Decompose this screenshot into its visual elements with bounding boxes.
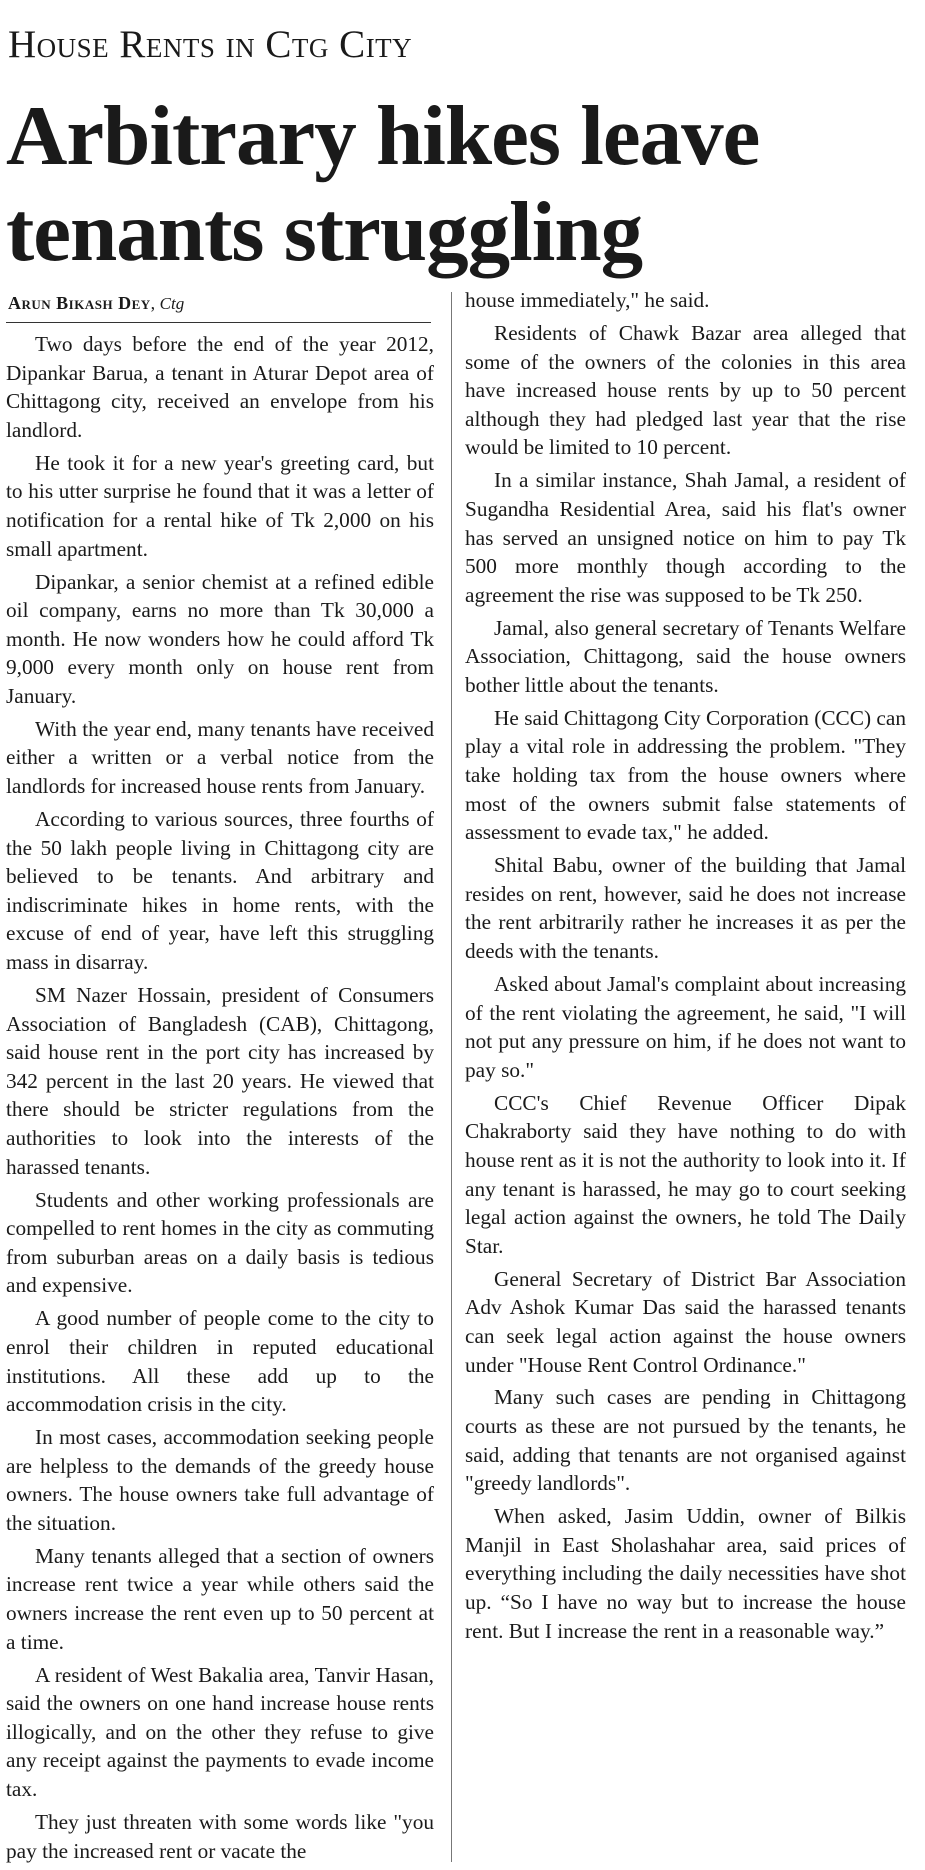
paragraph: In a similar instance, Shah Jamal, a resident of Sugandha Residential Area, said his flat's owner has served an unsigned notice on him to pay Tk 500 more monthly though according to the agreement the rise was supposed to be Tk 250.	[465, 468, 906, 607]
paragraph: In most cases, accommodation seeking people are helpless to the demands of the greedy house owners. The house owners take full advantage of the situation.	[6, 1425, 434, 1535]
paragraph: Many such cases are pending in Chittagong courts as these are not pursued by the tenants, he said, adding that tenants are not organised against "greedy landlords".	[465, 1385, 906, 1496]
byline-location: Ctg	[159, 294, 185, 313]
article-column-left	[6, 330, 434, 1870]
byline	[8, 291, 428, 316]
paragraph: Jamal, also general secretary of Tenants Welfare Association, Chittagong, said the house owners bother little about the tenants.	[465, 615, 906, 697]
column-divider	[451, 292, 452, 1862]
headline: Arbitrary hikes leave tenants struggling	[6, 89, 760, 279]
paragraph: CCC's Chief Revenue Officer Dipak Chakraborty said they have nothing to do with house rent as it is not the authority to look into it. If any tenant is harassed, he may go to court seeking legal action against the owners, he told The Daily Star.	[465, 1090, 906, 1258]
byline-rule	[6, 322, 431, 323]
paragraph-continued: house immediately," he said.	[465, 288, 710, 312]
paragraph: A resident of West Bakalia area, Tanvir Hasan, said the owners on one hand increase house rents illogically, and on the other they refuse to give any receipt against the payments to evade income tax.	[6, 1662, 434, 1801]
paragraph: Dipankar, a senior chemist at a refined edible oil company, earns no more than Tk 30,000 a month. He now wonders how he could afford Tk 9,000 every month only on house rent from January.	[6, 569, 434, 708]
kicker	[8, 22, 412, 68]
byline-separator: ,	[150, 293, 160, 313]
paragraph: Two days before the end of the year 2012, Dipankar Barua, a tenant in Aturar Depot area of Chittagong city, received an envelope from his landlord.	[6, 332, 434, 442]
paragraph: He took it for a new year's greeting card, but to his utter surprise he found that it was a letter of notification for a rental hike of Tk 2,000 on his small apartment.	[6, 450, 434, 561]
paragraph: A good number of people come to the city to enrol their children in reputed educational institutions. All these add up to the accommodation crisis in the city.	[6, 1306, 434, 1417]
paragraph: With the year end, many tenants have received either a written or a verbal notice from the landlords for increased house rents from January.	[6, 716, 434, 799]
paragraph: Students and other working professionals are compelled to rent homes in the city as commuting from suburban areas on a daily basis is tedious and expensive.	[6, 1187, 434, 1298]
paragraph: They just threaten with some words like "you pay the increased rent or vacate the	[6, 1809, 434, 1863]
paragraph: SM Nazer Hossain, president of Consumers Association of Bangladesh (CAB), Chittagong, said house rent in the port city has increased by 342 percent in the last 20 years. He viewed that there should be stricter regulations from the authorities to look into the interests of the harassed tenants.	[6, 983, 434, 1179]
paragraph: Shital Babu, owner of the building that Jamal resides on rent, however, said he does not increase the rent arbitrarily rather he increases it as per the deeds with the tenants.	[465, 853, 906, 964]
paragraph: Many tenants alleged that a section of owners increase rent twice a year while others said the owners increase the rent even up to 50 percent at a time.	[6, 1543, 434, 1654]
paragraph: He said Chittagong City Corporation (CCC) can play a vital role in addressing the problem. "They take holding tax from the house owners where most of the owners submit false statements of assessment to evade tax," he added.	[465, 705, 906, 845]
byline-author: Arun Bikash Dey	[8, 293, 151, 313]
paragraph: Asked about Jamal's complaint about increasing of the rent violating the agreement, he said, "I will not put any pressure on him, if he does not want to pay so."	[465, 972, 906, 1082]
paragraph: General Secretary of District Bar Association Adv Ashok Kumar Das said the harassed tenants can seek legal action against the house owners under "House Rent Control Ordinance."	[465, 1266, 906, 1377]
paragraph: When asked, Jasim Uddin, owner of Bilkis Manjil in East Sholashahar area, said prices of everything including the daily necessities have shot up. “So I have no way but to increase the house rent. But I increase the rent in a reasonable way.”	[465, 1504, 906, 1643]
paragraph: According to various sources, three fourths of the 50 lakh people living in Chittagong city are believed to be tenants. And arbitrary and indiscriminate hikes in home rents, with the excuse of end of year, have left this struggling mass in disarray.	[6, 807, 434, 975]
paragraph: Residents of Chawk Bazar area alleged that some of the owners of the colonies in this area have increased house rents by up to 50 percent although they had pledged last year that the rise would be limited to 10 percent.	[465, 320, 906, 460]
kicker-text: House Rents in Ctg City	[8, 23, 413, 66]
article-column-right	[465, 286, 906, 1650]
